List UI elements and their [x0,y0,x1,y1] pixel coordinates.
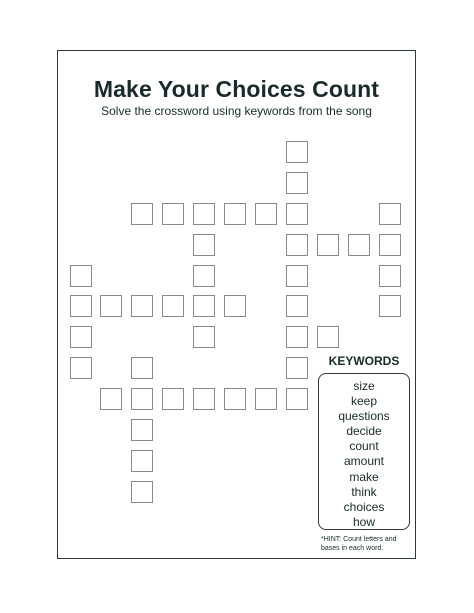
crossword-cell[interactable] [379,295,401,317]
keywords-heading: KEYWORDS [328,354,400,368]
crossword-cell[interactable] [224,203,246,225]
keyword-item: think [351,484,377,499]
crossword-cell[interactable] [131,357,153,379]
keywords-box [318,373,410,530]
worksheet-subtitle: Solve the crossword using keywords from the song [101,104,372,118]
crossword-cell[interactable] [193,265,215,287]
crossword-cell[interactable] [255,203,277,225]
crossword-cell[interactable] [317,234,339,256]
crossword-cell[interactable] [224,295,246,317]
worksheet-title: Make Your Choices Count [93,76,380,102]
crossword-cell[interactable] [286,141,308,163]
crossword-cell[interactable] [286,326,308,348]
crossword-cell[interactable] [193,326,215,348]
crossword-cell[interactable] [317,326,339,348]
crossword-cell[interactable] [193,388,215,410]
crossword-cell[interactable] [193,295,215,317]
crossword-cell[interactable] [162,388,184,410]
crossword-cell[interactable] [286,234,308,256]
crossword-cell[interactable] [162,203,184,225]
crossword-cell[interactable] [70,326,92,348]
crossword-cell[interactable] [131,388,153,410]
keyword-item: make [349,469,379,484]
crossword-cell[interactable] [193,203,215,225]
crossword-cell[interactable] [348,234,370,256]
keyword-item: amount [343,454,385,469]
keyword-item: decide [346,424,382,439]
crossword-cell[interactable] [286,295,308,317]
keyword-item: questions [338,409,390,424]
crossword-cell[interactable] [131,419,153,441]
crossword-cell[interactable] [379,203,401,225]
keyword-item: how [352,514,375,529]
crossword-cell[interactable] [100,295,122,317]
crossword-cell[interactable] [131,295,153,317]
crossword-cell[interactable] [286,265,308,287]
keyword-item: keep [350,394,378,409]
crossword-cell[interactable] [286,203,308,225]
crossword-cell[interactable] [70,265,92,287]
crossword-cell[interactable] [286,388,308,410]
keyword-item: choices [343,499,385,514]
crossword-cell[interactable] [255,388,277,410]
crossword-cell[interactable] [131,203,153,225]
crossword-cell[interactable] [131,450,153,472]
crossword-cell[interactable] [193,234,215,256]
hint-text: *HINT: Count letters and bases in each word. [321,536,397,552]
keyword-item: size [353,379,375,393]
crossword-cell[interactable] [286,172,308,194]
crossword-cell[interactable] [286,357,308,379]
crossword-cell[interactable] [100,388,122,410]
crossword-cell[interactable] [70,357,92,379]
crossword-cell[interactable] [379,265,401,287]
crossword-cell[interactable] [379,234,401,256]
crossword-cell[interactable] [131,481,153,503]
keyword-item: count [349,439,379,454]
crossword-cell[interactable] [162,295,184,317]
crossword-cell[interactable] [70,295,92,317]
crossword-cell[interactable] [224,388,246,410]
